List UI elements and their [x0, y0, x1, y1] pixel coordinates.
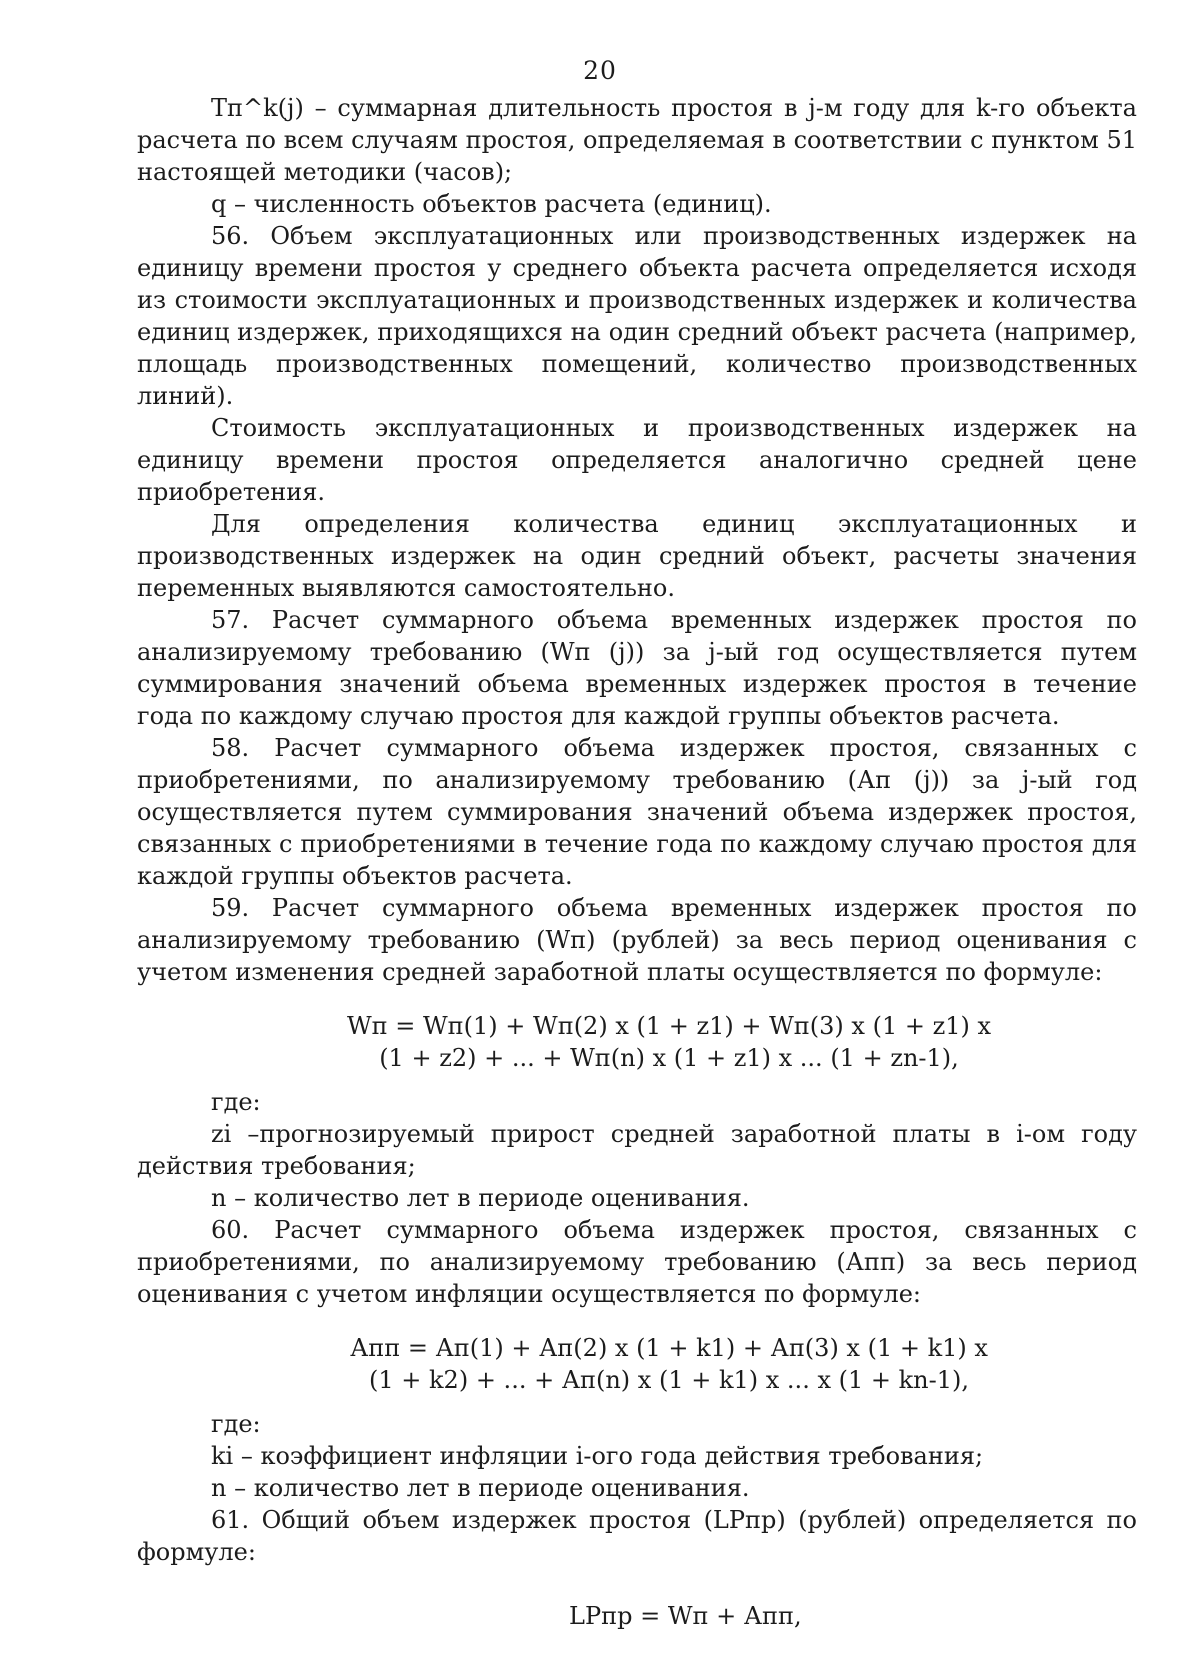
- paragraph-59: 59. Расчет суммарного объема временных издержек простоя по анализируемому требованию (Wп) (рублей) за весь период оценивания с учетом изменения средней заработной платы осуществляется по формуле:: [137, 894, 1137, 986]
- definition-ki: ki – коэффициент инфляции i-ого года действия требования;: [211, 1442, 984, 1470]
- formula-60-line-1: Апп = Ап(1) + Ап(2) x (1 + k1) + Ап(3) x (1 + k1) x: [350, 1334, 988, 1362]
- paragraph-58: 58. Расчет суммарного объема издержек простоя, связанных с приобретениями, по анализируемому требованию (Ап (j)) за j-ый год осуществляется путем суммирования значений объема издержек простоя, связанных с приобретениями в течение года по каждому случаю простоя для каждой группы объектов расчета.: [137, 734, 1137, 890]
- formula-59-line-1: Wп = Wп(1) + Wп(2) x (1 + z1) + Wп(3) x (1 + z1) x: [346, 1012, 992, 1040]
- formula-60: [137, 1332, 1137, 1396]
- definition-zi: zi –прогнозируемый прирост средней заработной платы в i-ом году действия требования;: [137, 1120, 1137, 1180]
- paragraph-61: 61. Общий объем издержек простоя (LPпр) (рублей) определяется по формуле:: [137, 1506, 1137, 1566]
- document-body: [137, 92, 1137, 1632]
- page-number: 20: [583, 56, 617, 85]
- where-label-2: где:: [211, 1410, 261, 1438]
- formula-59: [137, 1010, 1137, 1074]
- paragraph-60: 60. Расчет суммарного объема издержек простоя, связанных с приобретениями, по анализируемому требованию (Апп) за весь период оценивания с учетом инфляции осуществляется по формуле:: [137, 1216, 1137, 1308]
- paragraph-56-units: Для определения количества единиц эксплуатационных и производственных издержек на один средний объект, расчеты значения переменных выявляются самостоятельно.: [137, 510, 1137, 602]
- paragraph-56: 56. Объем эксплуатационных или производственных издержек на единицу времени простоя у среднего объекта расчета определяется исходя из стоимости эксплуатационных и производственных издержек и количества единиц издержек, приходящихся на один средний объект расчета (например, площадь производственных помещений, количество производственных линий).: [137, 222, 1137, 410]
- formula-61: LPпр = Wп + Апп,: [569, 1602, 802, 1630]
- paragraph-56-cost: Стоимость эксплуатационных и производственных издержек на единицу времени простоя определяется аналогично средней цене приобретения.: [137, 414, 1137, 506]
- definition-n-1: n – количество лет в периоде оценивания.: [211, 1184, 750, 1212]
- formula-59-line-2: (1 + z2) + ... + Wп(n) x (1 + z1) x ... (1 + zn-1),: [379, 1044, 959, 1072]
- formula-60-line-2: (1 + k2) + ... + Ап(n) x (1 + k1) x ... x (1 + kn-1),: [369, 1366, 969, 1394]
- paragraph-57: 57. Расчет суммарного объема временных издержек простоя по анализируемому требованию (Wп (j)) за j-ый год осуществляется путем суммирования значений объема временных издержек простоя в течение года по каждому случаю простоя для каждой группы объектов расчета.: [137, 606, 1137, 730]
- where-label-1: где:: [211, 1088, 261, 1116]
- definition-n-2: n – количество лет в периоде оценивания.: [211, 1474, 750, 1502]
- definition-q: q – численность объектов расчета (единиц).: [211, 190, 772, 218]
- definition-tp: Tп^k(j) – суммарная длительность простоя в j-м году для k-го объекта расчета по всем случаям простоя, определяемая в соответствии с пунктом 51 настоящей методики (часов);: [137, 94, 1137, 186]
